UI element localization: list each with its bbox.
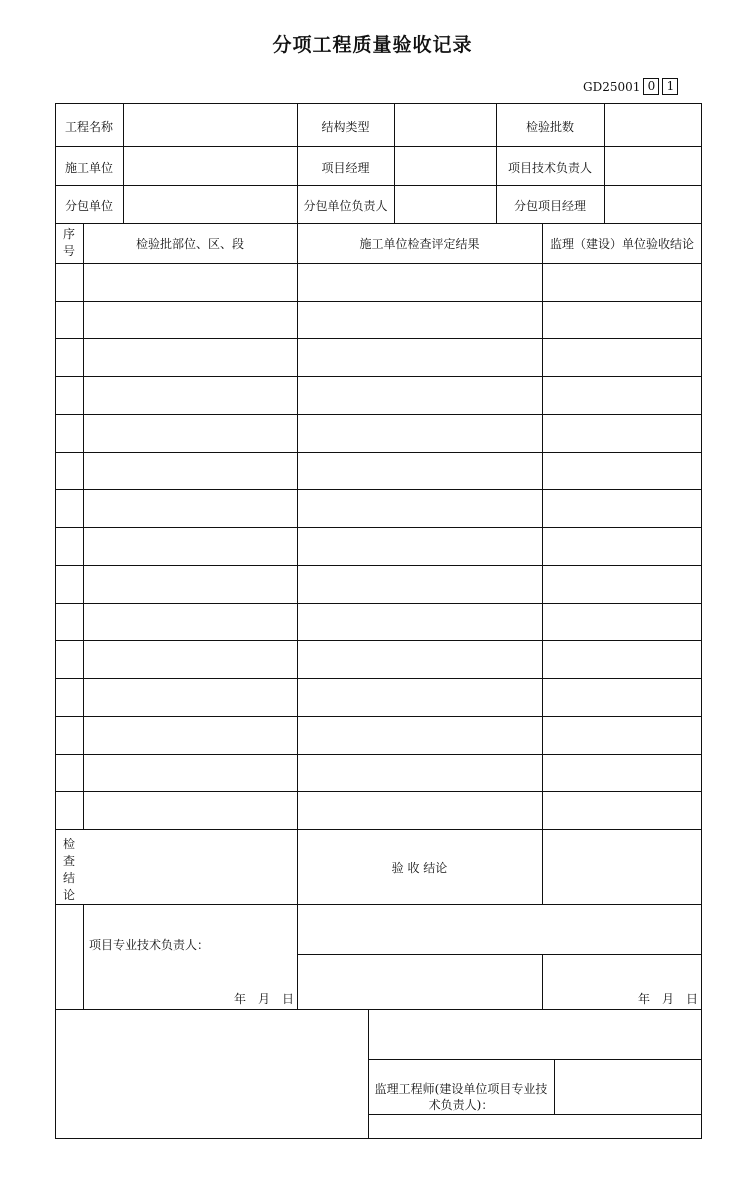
col-divider	[542, 954, 543, 1009]
table-row-divider	[55, 301, 702, 302]
table-row-divider	[55, 489, 702, 490]
row-divider	[368, 1114, 702, 1115]
row-divider	[55, 829, 702, 830]
col-divider	[123, 103, 124, 223]
col-divider	[368, 1009, 369, 1139]
col-divider	[554, 1059, 555, 1114]
row-divider	[55, 223, 702, 224]
supervisor-engineer-label-line1: 监理工程师(建设单位项目专业技	[374, 1082, 548, 1096]
label-subcontract-project-manager: 分包项目经理	[513, 199, 586, 213]
col-divider	[297, 223, 298, 1009]
form-code-prefix: GD25001	[583, 79, 641, 94]
row-divider	[368, 1059, 702, 1060]
col-divider	[604, 103, 605, 223]
column-header-seq: 序号	[62, 227, 75, 258]
form-code-box-1: 0	[643, 78, 659, 95]
table-row-divider	[55, 754, 702, 755]
label-inspection-batch-count: 检验批数	[525, 120, 574, 134]
label-construction-unit: 施工单位	[64, 161, 113, 175]
table-row-divider	[55, 716, 702, 717]
form-code-box-2: 1	[662, 78, 678, 95]
acceptance-conclusion-label: 验 收 结论	[391, 861, 448, 875]
row-divider	[55, 904, 702, 905]
table-row-divider	[55, 565, 702, 566]
table-row-divider	[55, 603, 702, 604]
supervisor-engineer-label-line2: 术负责人)：	[428, 1098, 494, 1112]
label-structure-type: 结构类型	[321, 120, 370, 134]
label-subcontract-unit: 分包单位	[64, 199, 113, 213]
row-divider	[55, 1009, 702, 1010]
table-row-divider	[55, 678, 702, 679]
table-row-divider	[55, 338, 702, 339]
label-project-name: 工程名称	[64, 120, 113, 134]
date-right: 年 月 日	[638, 992, 699, 1006]
table-row-divider	[55, 640, 702, 641]
table-row-divider	[55, 376, 702, 377]
row-divider	[297, 954, 702, 955]
column-header-location: 检验批部位、区、段	[135, 237, 244, 251]
form-code	[583, 78, 678, 95]
table-row-divider	[55, 452, 702, 453]
col-divider	[83, 904, 84, 1009]
form-table	[55, 103, 702, 1139]
column-header-contractor-result: 施工单位检查评定结果	[359, 237, 480, 251]
project-tech-lead-label: 项目专业技术负责人：	[89, 938, 210, 952]
row-divider	[55, 263, 702, 264]
col-divider	[542, 223, 543, 904]
label-subcontract-lead: 分包单位负责人	[303, 199, 388, 213]
date-left: 年 月 日	[234, 992, 295, 1006]
col-divider	[83, 223, 84, 829]
document-title: 分项工程质量验收记录	[272, 34, 473, 56]
label-project-manager: 项目经理	[321, 161, 370, 175]
col-divider	[394, 103, 395, 223]
table-row-divider	[55, 527, 702, 528]
table-row-divider	[55, 414, 702, 415]
check-conclusion-label: 检查结论	[62, 837, 75, 902]
table-row-divider	[55, 791, 702, 792]
label-project-tech-lead: 项目技术负责人	[507, 161, 592, 175]
column-header-supervisor-conclusion: 监理（建设）单位验收结论	[549, 237, 694, 251]
